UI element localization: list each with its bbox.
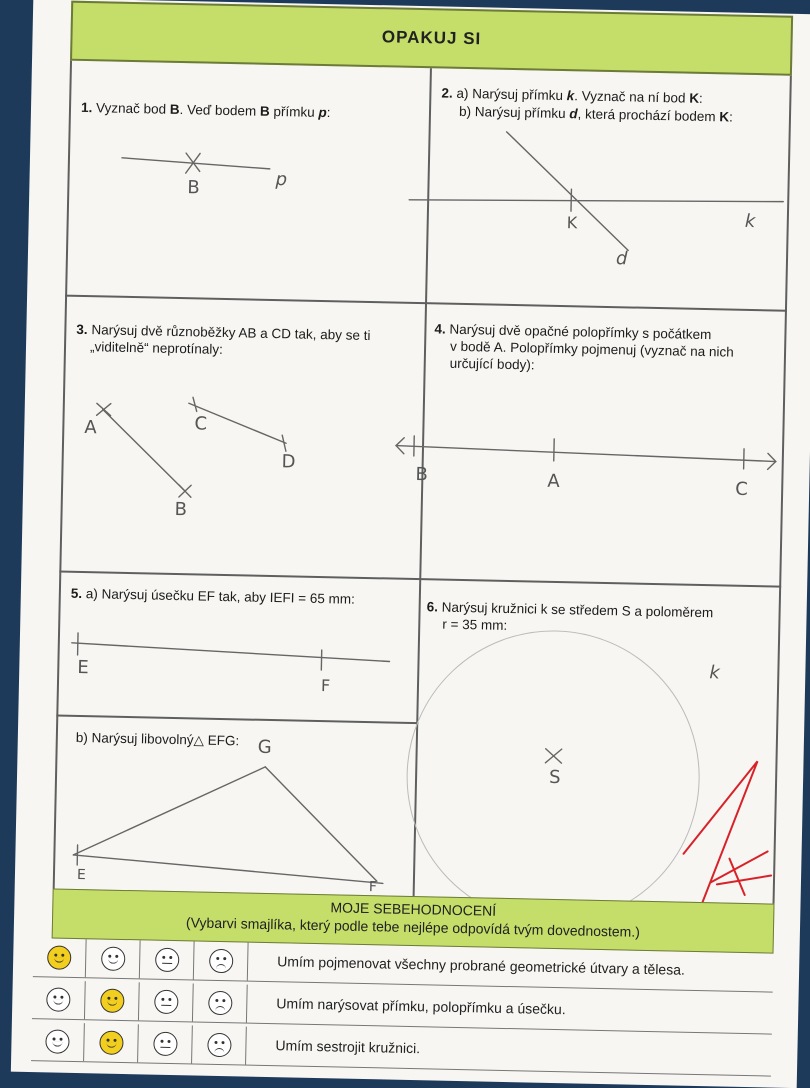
smiley-cell[interactable] xyxy=(87,939,141,978)
t3-label-c: C xyxy=(194,413,207,434)
grade-text xyxy=(750,723,751,724)
t3-label-d: D xyxy=(281,451,295,472)
t3-line-ab xyxy=(101,409,187,491)
happy-face-icon xyxy=(100,989,124,1013)
t3-label-a: A xyxy=(84,417,97,438)
t5a-label-f: F xyxy=(321,676,331,695)
smiley-cell[interactable] xyxy=(193,1025,247,1064)
task-1: 1. Vyznač bod B. Veď bodem B přímku p: xyxy=(81,99,331,121)
smiley-cell[interactable] xyxy=(140,982,194,1021)
t4-line xyxy=(396,446,776,462)
assessment-statement: Umím narýsovat přímku, polopřímku a úsečku. xyxy=(276,995,566,1017)
t2-line-d xyxy=(504,132,630,251)
neutral-face-icon xyxy=(153,1032,177,1056)
t6-label-s: S xyxy=(549,767,561,788)
t2-label-d: d xyxy=(616,248,628,269)
t4-label-a: A xyxy=(547,471,560,492)
grade-mark xyxy=(683,760,774,904)
t1-label-b: B xyxy=(187,177,200,198)
happy-face-icon xyxy=(46,987,70,1011)
sad-face-icon xyxy=(207,1033,231,1057)
smiley-cell[interactable] xyxy=(194,983,248,1022)
neutral-face-icon xyxy=(154,990,178,1014)
t3-label-b: B xyxy=(174,499,187,520)
t1-label-p: p xyxy=(275,169,287,190)
smiley-cell[interactable] xyxy=(139,1024,193,1063)
smiley-cell[interactable] xyxy=(85,1023,139,1062)
smiley-cell[interactable] xyxy=(86,981,140,1020)
task-2b: b) Narýsuj přímku d, která prochází bodem K: xyxy=(459,103,733,126)
task-6: 6. Narýsuj kružnici k se středem S a poloměrem r = 35 mm: xyxy=(426,598,777,639)
sad-face-icon xyxy=(209,949,233,973)
assessment-statement: Umím pojmenovat všechny probrané geometrické útvary a tělesa. xyxy=(277,953,685,978)
t2-label-k: k xyxy=(745,211,756,232)
happy-face-icon xyxy=(101,947,125,971)
t5b-side-eg xyxy=(73,763,265,859)
happy-face-icon xyxy=(45,1029,69,1053)
smiley-cell[interactable] xyxy=(141,940,195,979)
task-5a: 5. a) Narýsuj úsečku EF tak, aby IEFI = 65 mm: xyxy=(71,585,355,608)
assessment-statement: Umím sestrojit kružnici. xyxy=(275,1037,420,1056)
task-3: 3. Narýsuj dvě různoběžky AB a CD tak, aby se ti „viditelně“ neprotínaly: xyxy=(76,321,417,362)
smiley-cell[interactable] xyxy=(31,1022,85,1061)
self-assessment-subtitle: (Vybarvi smajlíka, který podle tebe nejlépe odpovídá tvým dovednostem.) xyxy=(53,912,773,943)
task-4: 4. Narýsuj dvě opačné polopřímky s počátkem v bodě A. Polopřímky pojmenuj (vyznač na nich určující body): xyxy=(434,320,785,378)
task-2a: 2. a) Narýsuj přímku k. Vyznač na ní bod K: xyxy=(441,84,703,106)
happy-face-icon xyxy=(47,945,71,969)
t2-label-K: K xyxy=(567,213,578,232)
t6-label-k: k xyxy=(709,662,720,683)
t4-label-b: B xyxy=(415,464,428,485)
worksheet xyxy=(11,0,810,1088)
happy-face-icon xyxy=(99,1031,123,1055)
t5b-side-ef xyxy=(73,855,383,883)
t5b-label-e: E xyxy=(77,867,86,883)
smiley-cell[interactable] xyxy=(32,980,86,1019)
self-assessment-title: MOJE SEBEHODNOCENÍ xyxy=(53,894,773,925)
sad-face-icon xyxy=(208,991,232,1015)
page-title: OPAKUJ SI xyxy=(72,21,790,56)
task-5b: b) Narýsuj libovolný△ EFG: xyxy=(76,729,240,749)
t5b-label-f: F xyxy=(369,879,377,895)
t5a-segment xyxy=(72,643,390,662)
t5a-label-e: E xyxy=(77,657,89,678)
smiley-cell[interactable] xyxy=(195,941,249,980)
t2-line-k xyxy=(409,194,783,208)
neutral-face-icon xyxy=(155,948,179,972)
t5b-label-g: G xyxy=(257,737,271,758)
smiley-cell[interactable] xyxy=(33,938,87,977)
t5b-side-gf xyxy=(263,767,379,881)
t4-label-c: C xyxy=(735,479,748,500)
